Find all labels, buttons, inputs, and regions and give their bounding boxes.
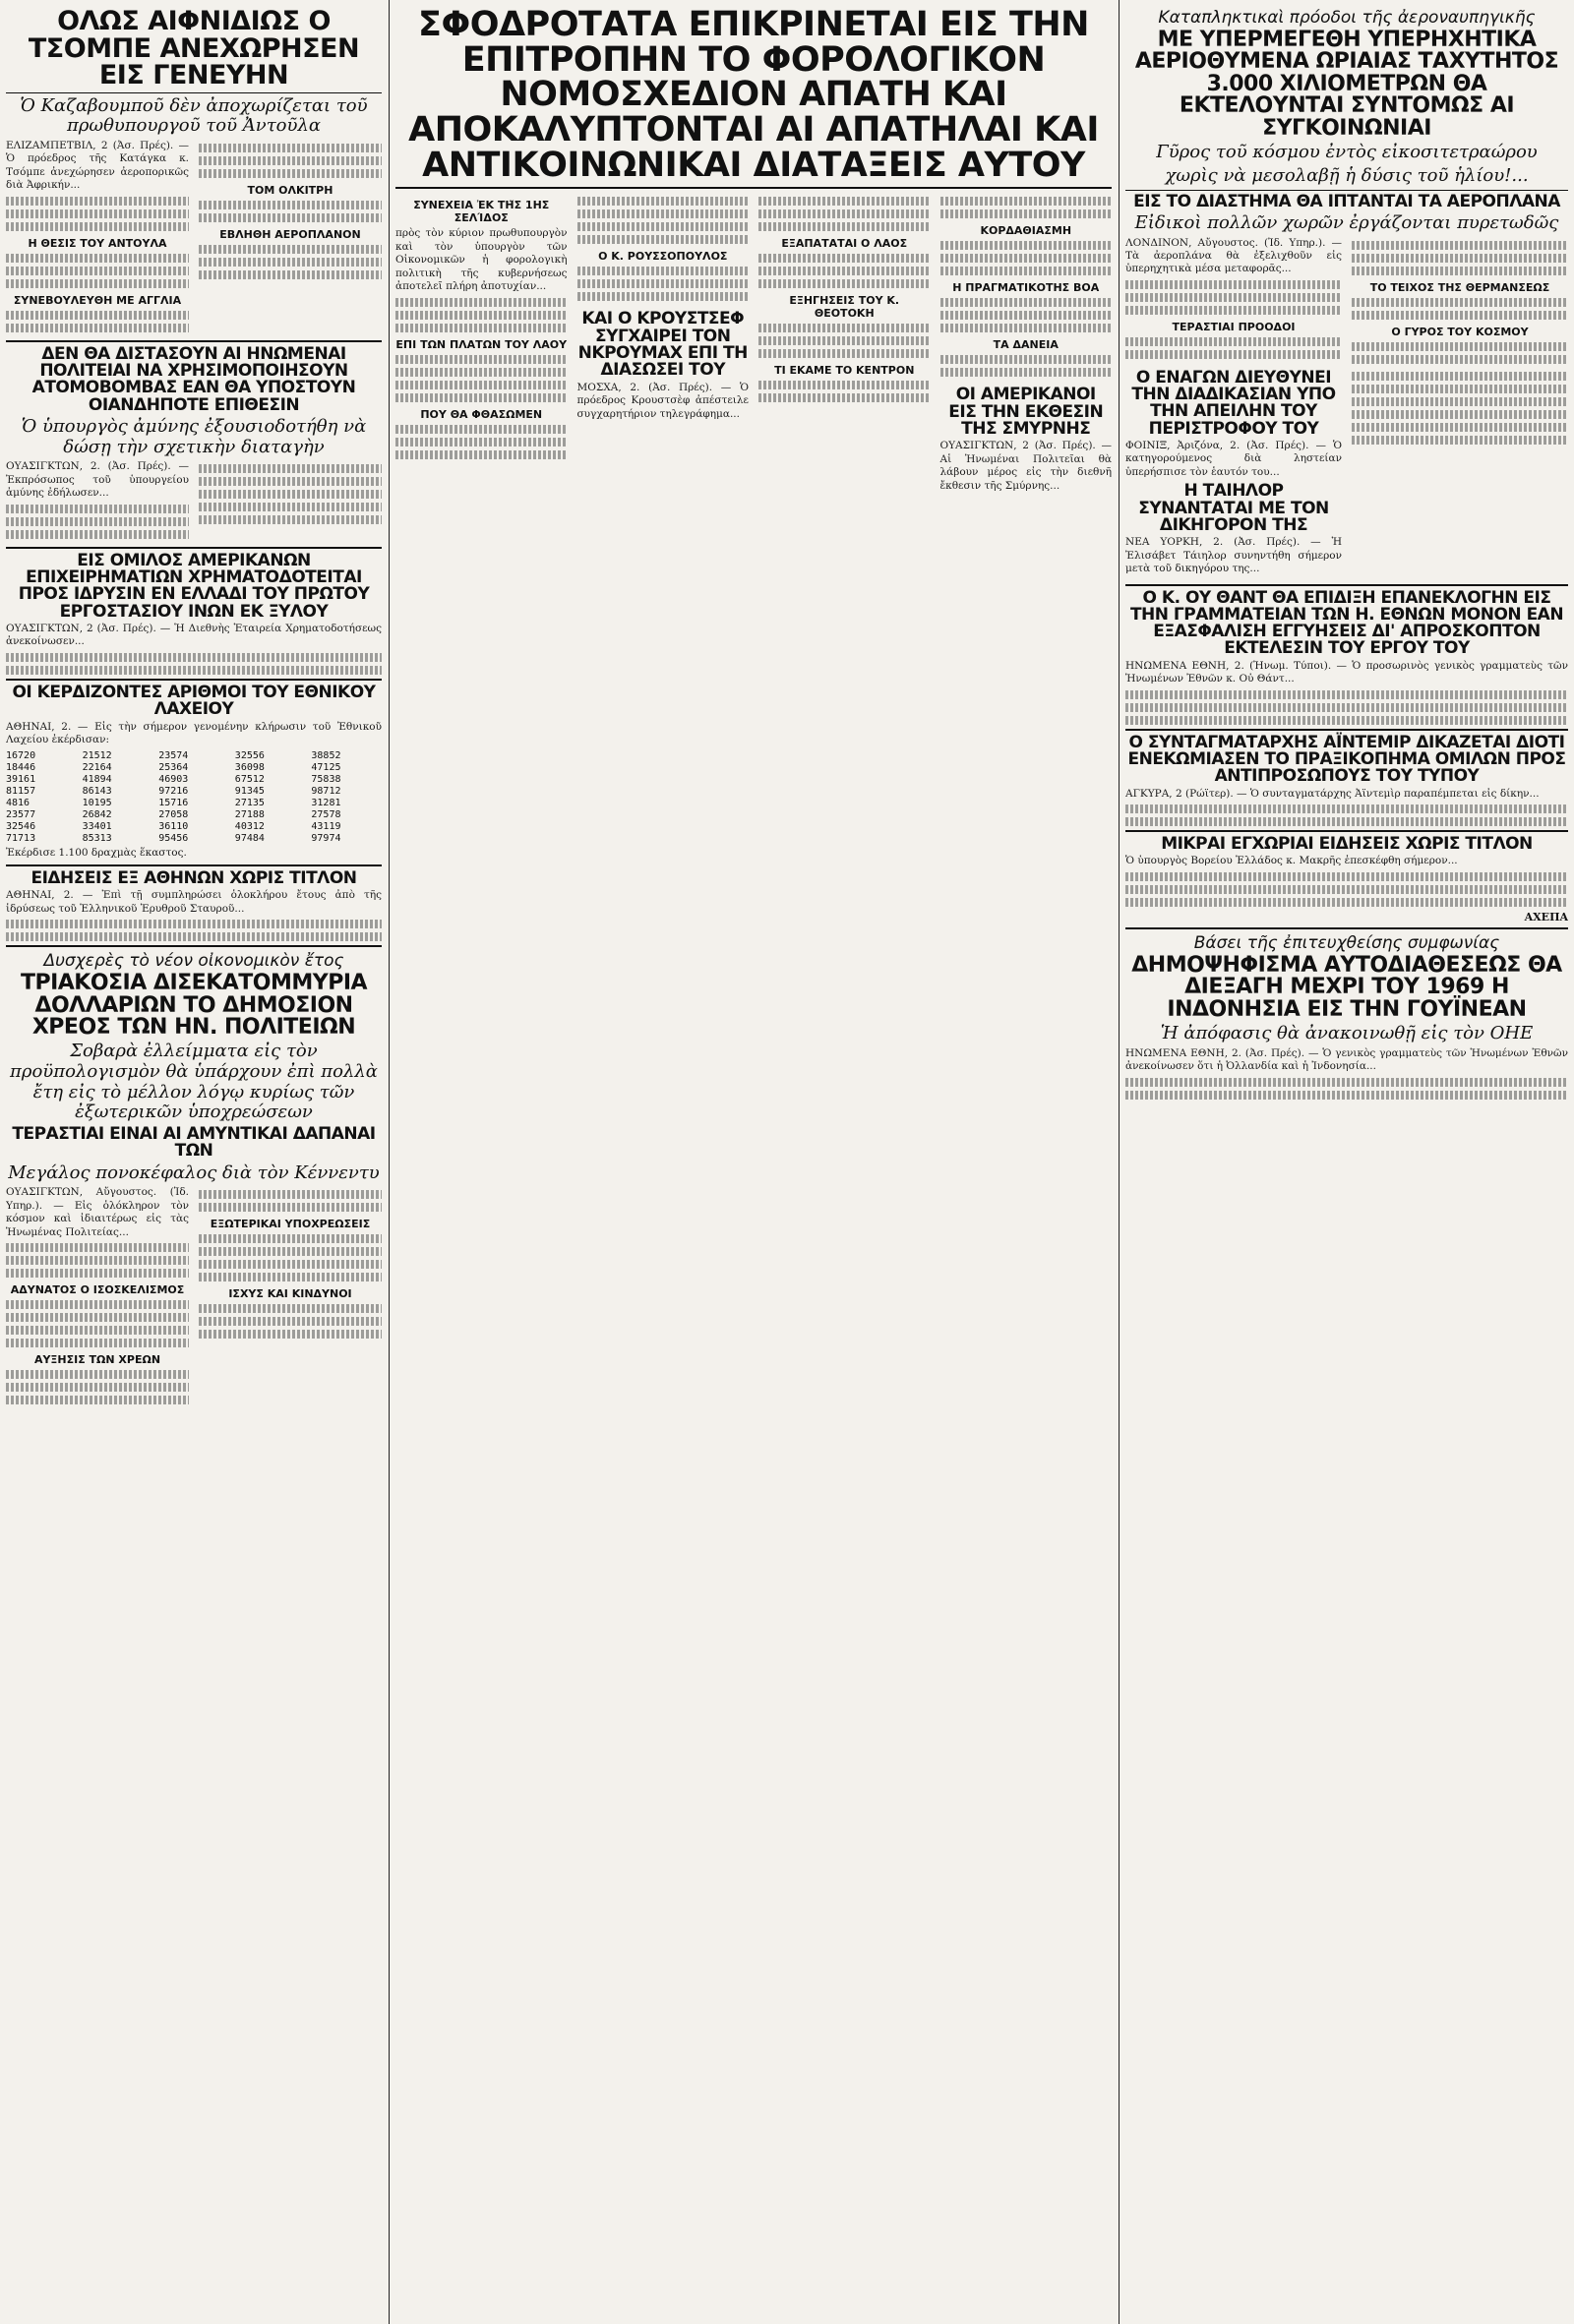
article-body: ΗΝΩΜΕΝΑ ΕΘΝΗ, 2. (Ἠνωμ. Τύποι). — Ὁ προσωρινὸς γενικὸς γραμματεὺς τῶν Ἡνωμένων Ἐθνῶν κ. Οὐ Θάντ... bbox=[1125, 659, 1568, 685]
lottery-number: 31281 bbox=[311, 798, 341, 809]
lottery-number: 36098 bbox=[234, 762, 265, 774]
subheading: ΑΔΥΝΑΤΟΣ Ο ΙΣΟΣΚΕΛΙΣΜΟΣ bbox=[10, 1283, 185, 1297]
headline-smyrna-fair: ΟΙ ΑΜΕΡΙΚΑΝΟΙ ΕΙΣ ΤΗΝ ΕΚΘΕΣΙΝ ΤΗΣ ΣΜΥΡΝΗΣ bbox=[948, 385, 1104, 440]
lottery-number: 85313 bbox=[82, 833, 112, 845]
headline-atom-bombs: ΔΕΝ ΘΑ ΔΙΣΤΑΣΟΥΝ ΑΙ ΗΝΩΜΕΝΑΙ ΠΟΛΙΤΕΙΑΙ ΝΑ ΧΡΗΣΙΜΟΠΟΙΗΣΟΥΝ ΑΤΟΜΟΒΟΜΒΑΣ ΕΑΝ ΘΑ ΥΠΟΣΤΟΥΝ ΟΙΑΝΔΗΠΟΤΕ ΕΠΙΘΕΣΙΝ bbox=[31, 343, 356, 415]
headline-local-news: ΜΙΚΡΑΙ ΕΓΧΩΡΙΑΙ ΕΙΔΗΣΕΙΣ ΧΩΡΙΣ ΤΙΤΛΟΝ bbox=[1161, 834, 1533, 855]
subheadline-sunset: χωρὶς νὰ μεσολαβῇ ἡ δύσις τοῦ ἡλίου!... bbox=[1165, 164, 1529, 186]
subheading: ΕΞΗΓΗΣΕΙΣ ΤΟΥ Κ. ΘΕΟΤΟΚΗ bbox=[789, 294, 900, 321]
column-divider bbox=[389, 0, 390, 2324]
lottery-number: 4816 bbox=[6, 798, 30, 809]
article-body: ΦΟΙΝΙΞ, Ἀριζόνα, 2. (Ἀσ. Πρές). — Ὁ κατηγορούμενος διὰ ληστείαν ὑπερήσπισε τὸν ἑαυτόν του... bbox=[1125, 439, 1342, 478]
article-body: ΛΟΝΔΙΝΟΝ, Αὔγουστος. (Ἰδ. Υπηρ.). — Τὰ ἀεροπλάνα θὰ ἐξελιχθοῦν εἰς ὑπερηχητικὰ μέσα μεταφορᾶς... bbox=[1125, 236, 1342, 275]
subheading: ΤΕΡΑΣΤΙΑΙ ΠΡΟΟΔΟΙ bbox=[1172, 320, 1296, 333]
article-body: ΕΛΙΖΑΜΠΕΤΒΙΛ, 2 (Ἀσ. Πρές). — Ὁ πρόεδρος τῆς Κατάγκα κ. Τσόμπε ἀνεχώρησεν ἀεροπορικῶς διὰ Ἀφρικήν... bbox=[6, 139, 189, 192]
lottery-numbers bbox=[6, 750, 382, 844]
lottery-number: 97484 bbox=[234, 833, 265, 845]
headline-taylor: Η ΤΑΙΗΛΟΡ ΣΥΝΑΝΤΑΤΑΙ ΜΕ ΤΟΝ ΔΙΚΗΓΟΡΟΝ ΤΗΣ bbox=[1138, 481, 1329, 535]
lottery-number: 97974 bbox=[311, 833, 341, 845]
subheading: ΙΣΧΥΣ ΚΑΙ ΚΙΝΔΥΝΟΙ bbox=[228, 1287, 352, 1301]
subheading: ΕΠΙ ΤΩΝ ΠΛΑΤΩΝ ΤΟΥ ΛΑΟΥ bbox=[395, 337, 568, 351]
subheading: ΑΥΞΗΣΙΣ ΤΩΝ ΧΡΕΩΝ bbox=[33, 1353, 161, 1367]
lottery-number: 10195 bbox=[82, 798, 112, 809]
lottery-number: 15716 bbox=[158, 798, 189, 809]
subheading: Η ΘΕΣΙΣ ΤΟΥ ΑΝΤΟΥΛΑ bbox=[28, 236, 167, 250]
article-body: ΟΥΑΣΙΓΚΤΩΝ, Αὔγουστος. (Ἰδ. Υπηρ.). — Εἰς ὁλόκληρον τὸν κόσμον καὶ ἰδιαιτέρως εἰς τὰς Ἡνωμένας Πολιτείας... bbox=[6, 1186, 189, 1238]
lottery-number: 40312 bbox=[234, 821, 265, 833]
article-body: ΟΥΑΣΙΓΚΤΩΝ, 2. (Ἀσ. Πρές). — Ἐκπρόσωπος τοῦ ὑπουργείου ἀμύνης ἐδήλωσεν... bbox=[6, 460, 189, 500]
lottery-number: 98712 bbox=[311, 786, 341, 798]
lottery-number: 18446 bbox=[6, 762, 36, 774]
subheading: Ο Κ. ΡΟΥΣΣΟΠΟΥΛΟΣ bbox=[598, 250, 728, 264]
lottery-number: 16720 bbox=[6, 750, 36, 762]
subheading: ΕΞΩΤΕΡΙΚΑΙ ΥΠΟΧΡΕΩΣΕΙΣ bbox=[210, 1218, 371, 1231]
lottery-number: 81157 bbox=[6, 786, 36, 798]
lottery-number: 41894 bbox=[82, 774, 112, 786]
headline-supersonic: ΜΕ ΥΠΕΡΜΕΓΕΘΗ ΥΠΕΡΗΧΗΤΙΚΑ ΑΕΡΙΟΘΥΜΕΝΑ ΩΡΙΑΙΑΣ ΤΑΧΥΤΗΤΟΣ 3.000 ΧΙΛΙΟΜΕΤΡΩΝ ΘΑ ΕΚΤΕΛΟΥΝΤΑΙ ΣΥΝΤΟΜΩΣ ΑΙ ΣΥΓΚΟΙΝΩΝΙΑΙ bbox=[1134, 28, 1559, 141]
lottery-number: 27135 bbox=[234, 798, 265, 809]
lottery-number: 33401 bbox=[82, 821, 112, 833]
subheading: ΚΟΡΔΑΘΙΑΣΜΗ bbox=[980, 224, 1072, 238]
lottery-note: Ἐκέρδισε 1.100 δραχμὰς ἕκαστος. bbox=[6, 847, 187, 860]
headline-referendum: ΔΗΜΟΨΗΦΙΣΜΑ ΑΥΤΟΔΙΑΘΕΣΕΩΣ ΘΑ ΔΙΕΞΑΓΗ ΜΕΧΡΙ ΤΟΥ 1969 Η ΙΝΔΟΝΗΣΙΑ ΕΙΣ ΤΗΝ ΓΟΥΪΝΕΑΝ bbox=[1131, 952, 1562, 1022]
lottery-number: 27058 bbox=[158, 809, 189, 821]
lottery-number: 43119 bbox=[311, 821, 341, 833]
lottery-number: 25364 bbox=[158, 762, 189, 774]
subheading: ΤΟ ΤΕΙΧΟΣ ΤΗΣ ΘΕΡΜΑΝΣΕΩΣ bbox=[1369, 280, 1550, 294]
headline-space-planes: ΕΙΣ ΤΟ ΔΙΑΣΤΗΜΑ ΘΑ ΙΠΤΑΝΤΑΙ ΤΑ ΑΕΡΟΠΛΑΝΑ bbox=[1133, 191, 1560, 211]
subheading: ΠΟΥ ΘΑ ΦΘΑΣΩΜΕΝ bbox=[420, 407, 543, 421]
subheadline-world-tour: Γῦρος τοῦ κόσμου ἐντὸς εἰκοσιτετραώρου bbox=[1156, 142, 1538, 163]
lottery-number: 46903 bbox=[158, 774, 189, 786]
left-column bbox=[6, 6, 382, 2317]
headline-defense-spending: ΤΕΡΑΣΤΙΑΙ ΕΙΝΑΙ ΑΙ ΑΜΥΝΤΙΚΑΙ ΔΑΠΑΝΑΙ ΤΩΝ bbox=[12, 1124, 376, 1162]
kicker-aviation: Καταπληκτικαὶ πρόοδοι τῆς ἀεροναυπηγικῆς bbox=[1158, 8, 1536, 28]
lottery-number: 22164 bbox=[82, 762, 112, 774]
headline-wood-fibre-factory: ΕΙΣ ΟΜΙΛΟΣ ΑΜΕΡΙΚΑΝΩΝ ΕΠΙΧΕΙΡΗΜΑΤΙΩΝ ΧΡΗΜΑΤΟΔΟΤΕΙΤΑΙ ΠΡΟΣ ΙΔΡΥΣΙΝ ΕΝ ΕΛΛΑΔΙ ΤΟΥ ΠΡΩΤΟΥ ΕΡΓΟΣΤΑΣΙΟΥ ΙΝΩΝ ΕΚ ΞΥΛΟΥ bbox=[18, 550, 370, 622]
headline-tsombe: ΟΛΩΣ ΑΙΦΝΙΔΙΩΣ Ο ΤΣΟΜΠΕ ΑΝΕΧΩΡΗΣΕΝ ΕΙΣ ΓΕΝΕΥΗΝ bbox=[28, 6, 360, 91]
lottery-number: 95456 bbox=[158, 833, 189, 845]
lottery-number: 47125 bbox=[311, 762, 341, 774]
lottery-number: 71713 bbox=[6, 833, 36, 845]
headline-u-thant: Ο Κ. ΟΥ ΘΑΝΤ ΘΑ ΕΠΙΔΙΞΗ ΕΠΑΝΕΚΛΟΓΗΝ ΕΙΣ ΤΗΝ ΓΡΑΜΜΑΤΕΙΑΝ ΤΩΝ Η. ΕΘΝΩΝ ΜΟΝΟΝ ΕΑΝ ΕΞΑΣΦΑΛΙΣΗ ΕΓΓΥΗΣΕΙΣ ΔΙ' ΑΠΡΟΣΚΟΠΤΟΝ ΕΚΤΕΛΕΣΙΝ ΤΟΥ ΕΡΓΟΥ ΤΟΥ bbox=[1129, 587, 1564, 659]
lottery-number: 23574 bbox=[158, 750, 189, 762]
subheading: ΤΙ ΕΚΑΜΕ ΤΟ ΚΕΝΤΡΟΝ bbox=[774, 364, 915, 378]
kicker-agreement: Βάσει τῆς ἐπιτευχθείσης συμφωνίας bbox=[1193, 932, 1500, 953]
subheading: ΤΟΜ ΟΛΚΙΤΡΗ bbox=[247, 183, 333, 197]
subheadline-experts: Εἰδικοὶ πολλῶν χωρῶν ἐργάζονται πυρετωδῶς bbox=[1134, 211, 1559, 233]
lottery-number: 67512 bbox=[234, 774, 265, 786]
headline-aydemir: Ο ΣΥΝΤΑΓΜΑΤΑΡΧΗΣ ΑΪΝΤΕΜΙΡ ΔΙΚΑΖΕΤΑΙ ΔΙΟΤΙ ΕΝΕΚΩΜΙΑΣΕΝ ΤΟ ΠΡΑΞΙΚΟΠΗΜΑ ΟΜΙΛΩΝ ΠΡΟΣ ΑΝΤΙΠΡΟΣΩΠΟΥΣ ΤΟΥ ΤΥΠΟΥ bbox=[1127, 732, 1566, 787]
article-body: ΗΝΩΜΕΝΑ ΕΘΝΗ, 2. (Ἀσ. Πρές). — Ὁ γενικὸς γραμματεὺς τῶν Ἡνωμένων Ἐθνῶν ἀνεκοίνωσεν ὅτι ἡ Ὀλλανδία καὶ ἡ Ἰνδονησία... bbox=[1125, 1046, 1568, 1073]
lottery-number: 86143 bbox=[82, 786, 112, 798]
lottery-number: 36110 bbox=[158, 821, 189, 833]
lottery-number: 97216 bbox=[158, 786, 189, 798]
article-body: ΟΥΑΣΙΓΚΤΩΝ, 2 (Ἀσ. Πρές). — Ἡ Διεθνὴς Ἑταιρεία Χρηματοδοτήσεως ἀνεκοίνωσεν... bbox=[6, 623, 382, 648]
column-divider bbox=[1119, 0, 1120, 2324]
subheadline-kennedy: Μεγάλος πονοκέφαλος διὰ τὸν Κέννεντυ bbox=[8, 1162, 380, 1183]
headline-lottery: ΟΙ ΚΕΡΔΙΖΟΝΤΕΣ ΑΡΙΘΜΟΙ ΤΟΥ ΕΘΝΙΚΟΥ ΛΑΧΕΙΟΥ bbox=[12, 682, 376, 720]
subheadline-kazavubu: Ὁ Καζαβουμποῦ δὲν ἀποχωρίζεται τοῦ πρωθυπουργοῦ τοῦ Ἀντοῦλα bbox=[20, 94, 368, 137]
subheading: Ο ΓΥΡΟΣ ΤΟΥ ΚΟΣΜΟΥ bbox=[1391, 325, 1529, 338]
center-column bbox=[395, 6, 1112, 2317]
lottery-number: 26842 bbox=[82, 809, 112, 821]
subheading: ΕΒΛΗΘΗ ΑΕΡΟΠΛΑΝΟΝ bbox=[219, 227, 361, 241]
lottery-number: 27578 bbox=[311, 809, 341, 821]
article-body: ΑΘΗΝΑΙ, 2. — Εἰς τὴν σήμερον γενομένην κλήρωσιν τοῦ Ἐθνικοῦ Λαχείου ἐκέρδισαν: bbox=[6, 720, 382, 745]
article-body: ΑΘΗΝΑΙ, 2. — Ἐπὶ τῇ συμπληρώσει ὁλοκλήρου ἔτους ἀπὸ τῆς ἱδρύσεως τοῦ Ἑλληνικοῦ Ἐρυθροῦ Σταυροῦ... bbox=[6, 889, 382, 915]
lottery-number: 39161 bbox=[6, 774, 36, 786]
subheadline-deficits: Σοβαρὰ ἐλλείμματα εἰς τὸν προϋπολογισμὸν θὰ ὑπάρχουν ἐπὶ πολλὰ ἔτη εἰς τὸ μέλλον λόγῳ κυρίως τῶν ἐξωτερικῶν ὑποχρεώσεων bbox=[10, 1041, 378, 1123]
lottery-number: 32556 bbox=[234, 750, 265, 762]
lottery-number: 75838 bbox=[311, 774, 341, 786]
subheading: ΤΑ ΔΑΝΕΙΑ bbox=[993, 338, 1059, 352]
lottery-number: 32546 bbox=[6, 821, 36, 833]
article-body: ΑΓΚΥΡΑ, 2 (Ρώϊτερ). — Ὁ συνταγματάρχης Ἀϊντεμὶρ παραπέμπεται εἰς δίκην... bbox=[1125, 787, 1540, 800]
headline-athens-news: ΕΙΔΗΣΕΙΣ ΕΞ ΑΘΗΝΩΝ ΧΩΡΙΣ ΤΙΤΛΟΝ bbox=[30, 867, 357, 888]
article-body: ΝΕΑ ΥΟΡΚΗ, 2. (Ἀσ. Πρές). — Ἡ Ἐλισάβετ Τάιηλορ συνηντήθη σήμερον μετὰ τοῦ δικηγόρου της... bbox=[1125, 536, 1342, 575]
subheading: Η ΠΡΑΓΜΑΤΙΚΟΤΗΣ ΒΟΑ bbox=[952, 281, 1100, 295]
continuation-label: ΣΥΝΕΧΕΙΑ ἘΚ ΤΗ͂Σ 1ΗΣ ΣΕΛΊΔΟΣ bbox=[413, 199, 550, 225]
article-body: πρὸς τὸν κύριον πρωθυπουργὸν καὶ τὸν ὑπουργὸν τῶν Οἰκονομικῶν ἡ φορολογικὴ πολιτικὴ τῆς κυβερνήσεως ἀποτελεῖ πλήρη ἀποτυχίαν... bbox=[395, 227, 568, 293]
headline-tax-bill: ΣΦΟΔΡΟΤΑΤΑ ΕΠΙΚΡΙΝΕΤΑΙ ΕΙΣ ΤΗΝ ΕΠΙΤΡΟΠΗΝ ΤΟ ΦΟΡΟΛΟΓΙΚΟΝ ΝΟΜΟΣΧΕΔΙΟΝ ΑΠΑΤΗ ΚΑΙ ΑΠΟΚΑΛΥΠΤΟΝΤΑΙ ΑΙ ΑΠΑΤΗΛΑΙ ΚΑΙ ΑΝΤΙΚΟΙΝΩΝΙΚΑΙ ΔΙΑΤΑΞΕΙΣ ΑΥΤΟΥ bbox=[408, 6, 1099, 185]
lottery-number: 91345 bbox=[234, 786, 265, 798]
lottery-number: 27188 bbox=[234, 809, 265, 821]
kicker-fiscal-year: Δυσχερὲς τὸ νέον οἰκονομικὸν ἔτος bbox=[43, 951, 344, 972]
article-body: ΟΥΑΣΙΓΚΤΩΝ, 2 (Ἀσ. Πρές). — Αἱ Ἡνωμέναι Πολιτεῖαι θὰ λάβουν μέρος εἰς τὴν διεθνῆ ἔκθεσιν τῆς Σμύρνης... bbox=[939, 440, 1112, 492]
article-body: ΜΟΣΧΑ, 2. (Ἀσ. Πρές). — Ὁ πρόεδρος Κρουστσὲφ ἀπέστειλε συγχαρητήριον τηλεγράφημα... bbox=[576, 381, 749, 420]
article-body: Ὁ ὑπουργὸς Βορείου Ἑλλάδος κ. Μακρῆς ἐπεσκέφθη σήμερον... bbox=[1125, 855, 1458, 867]
lottery-number: 38852 bbox=[311, 750, 341, 762]
subheadline-defense: Ὁ ὑπουργὸς ἀμύνης ἐξουσιοδοτήθη νὰ δώσῃ τὴν σχετικὴν διαταγὴν bbox=[21, 416, 367, 457]
subheadline-un: Ἡ ἀπόφασις θὰ ἀνακοινωθῇ εἰς τὸν ΟΗΕ bbox=[1160, 1023, 1534, 1044]
signature: ΑΧΕΠΑ bbox=[1524, 910, 1568, 924]
headline-khrushchev: ΚΑΙ Ο ΚΡΟΥΣΤΣΕΦ ΣΥΓΧΑΙΡΕΙ ΤΟΝ ΝΚΡΟΥΜΑΧ ΕΠΙ ΤΗ ΔΙΑΣΩΣΕΙ ΤΟΥ bbox=[577, 309, 748, 381]
lottery-number: 21512 bbox=[82, 750, 112, 762]
headline-us-debt: ΤΡΙΑΚΟΣΙΑ ΔΙΣΕΚΑΤΟΜΜΥΡΙΑ ΔΟΛΛΑΡΙΩΝ ΤΟ ΔΗΜΟΣΙΟΝ ΧΡΕΟΣ ΤΩΝ ΗΝ. ΠΟΛΙΤΕΙΩΝ bbox=[20, 971, 368, 1040]
right-column bbox=[1125, 6, 1568, 2317]
headline-plaintiff-revolver: Ο ΕΝΑΓΩΝ ΔΙΕΥΘΥΝΕΙ ΤΗΝ ΔΙΑΔΙΚΑΣΙΑΝ ΥΠΟ ΤΗΝ ΑΠΕΙΛΗΝ ΤΟΥ ΠΕΡΙΣΤΡΟΦΟΥ ΤΟΥ bbox=[1131, 367, 1336, 439]
subheading: ΕΞΑΠΑΤΑΤΑΙ Ο ΛΑΟΣ bbox=[781, 237, 908, 251]
lottery-number: 23577 bbox=[6, 809, 36, 821]
subheading: ΣΥΝΕΒΟΥΛΕΥΘΗ ΜΕ ΑΓΓΛΙΑ bbox=[13, 293, 182, 307]
